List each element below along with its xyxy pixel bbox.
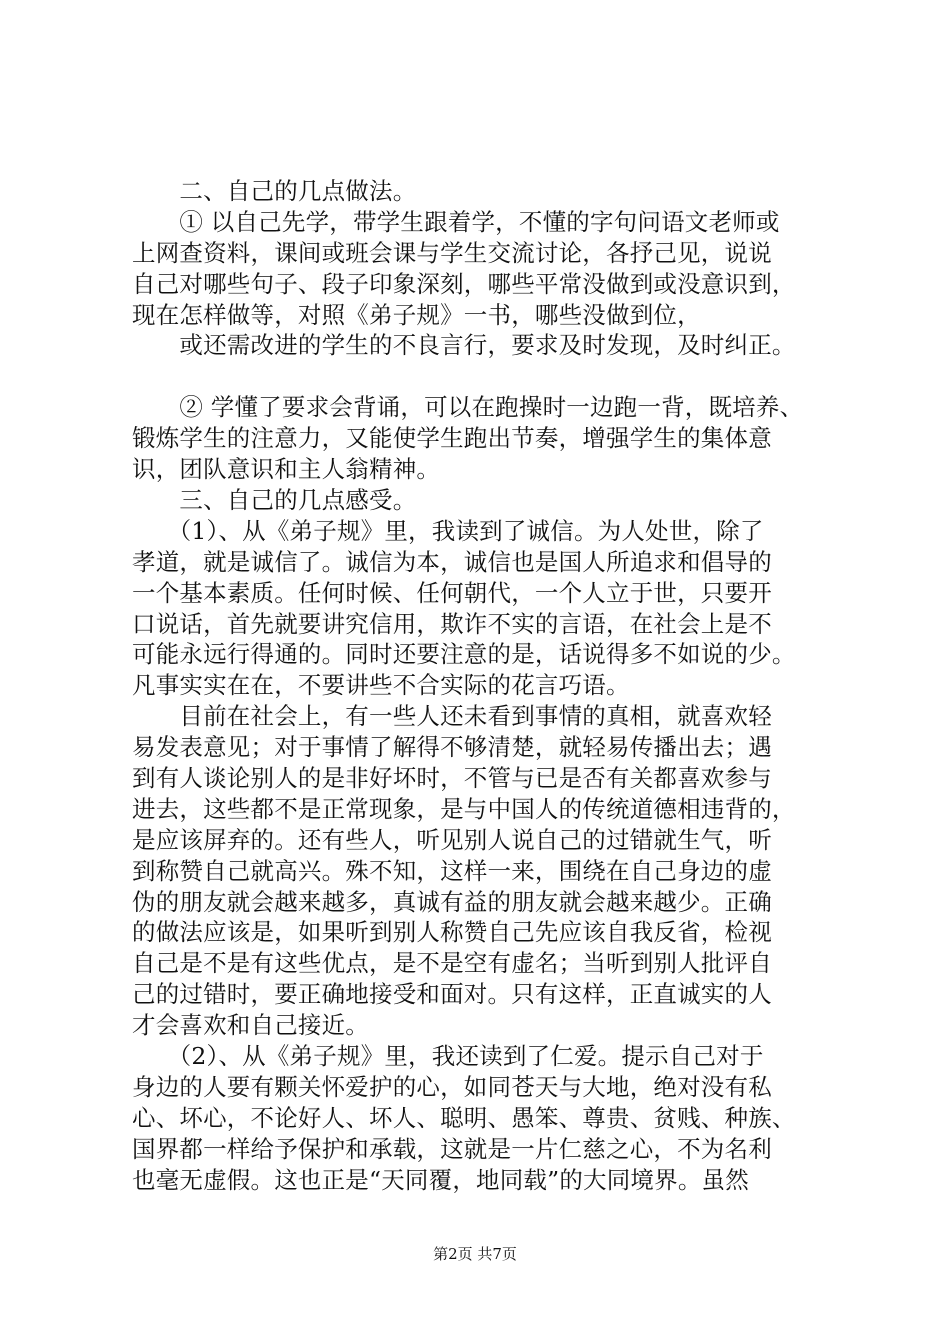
text-line: （1）、从《弟子规》里，我读到了诚信。为人处世，除了 xyxy=(132,516,764,545)
text-line: ① 以自己先学，带学生跟着学，不懂的字句问语文老师或 xyxy=(132,207,780,236)
text-line: 易发表意见；对于事情了解得不够清楚，就轻易传播出去；遇 xyxy=(132,733,772,762)
text-line: 二、自己的几点做法。 xyxy=(132,177,417,205)
text-line: 或还需改进的学生的不良言行，要求及时发现，及时纠正。 xyxy=(132,331,796,360)
text-line: 身边的人要有颗关怀爱护的心，如同苍天与大地，绝对没有私 xyxy=(132,1072,772,1101)
page-footer: 第2页 共7页 xyxy=(433,1245,517,1263)
text-line: 口说话，首先就要讲究信用，欺诈不实的言语，在社会上是不 xyxy=(132,609,772,638)
text-line: 可能永远行得通的。同时还要注意的是，话说得多不如说的少。 xyxy=(132,640,796,669)
text-line: 上网查资料，课间或班会课与学生交流讨论，各抒己见，说说 xyxy=(132,238,772,267)
text-line: 到有人谈论别人的是非好坏时，不管与已是否有关都喜欢参与 xyxy=(132,764,772,793)
text-line: 也毫无虚假。这也正是“天同覆，地同载”的大同境界。虽然 xyxy=(132,1165,749,1194)
text-line: 才会喜欢和自己接近。 xyxy=(132,1011,369,1040)
text-line: 目前在社会上，有一些人还未看到事情的真相，就喜欢轻 xyxy=(132,702,772,731)
text-line: 心、坏心，不论好人、坏人、聪明、愚笨、尊贵、贫贱、种族、 xyxy=(132,1103,796,1132)
text-line: 一个基本素质。任何时候、任何朝代，一个人立于世，只要开 xyxy=(132,578,772,607)
text-line: 伪的朋友就会越来越多，真诚有益的朋友就会越来越少。正确 xyxy=(132,887,772,916)
text-line: 是应该屏弃的。还有些人，听见别人说自己的过错就生气，听 xyxy=(132,825,772,854)
text-line: 锻炼学生的注意力，又能使学生跑出节奏，增强学生的集体意 xyxy=(132,424,772,453)
body-text xyxy=(132,176,852,1196)
text-line: 进去，这些都不是正常现象，是与中国人的传统道德相违背的， xyxy=(132,794,796,823)
text-line: 的做法应该是，如果听到别人称赞自己先应该自我反省，检视 xyxy=(132,918,772,947)
text-line: 三、自己的几点感受。 xyxy=(132,486,417,515)
text-line: 凡事实实在在，不要讲些不合实际的花言巧语。 xyxy=(132,671,630,700)
text-line: 国界都一样给予保护和承载，这就是一片仁慈之心，不为名利 xyxy=(132,1134,772,1163)
text-line: 己的过错时，要正确地接受和面对。只有这样，正直诚实的人 xyxy=(132,980,772,1009)
text-line: （2）、从《弟子规》里，我还读到了仁爱。提示自己对于 xyxy=(132,1042,764,1071)
text-line: 自己对哪些句子、段子印象深刻，哪些平常没做到或没意识到， xyxy=(132,269,796,298)
text-line: 到称赞自己就高兴。殊不知，这样一来，围绕在自己身边的虚 xyxy=(132,856,772,885)
text-line: 自己是不是有这些优点，是不是空有虚名；当听到别人批评自 xyxy=(132,949,772,978)
text-line: 识，团队意识和主人翁精神。 xyxy=(132,455,441,484)
blank-line xyxy=(132,361,852,392)
text-line: ② 学懂了要求会背诵，可以在跑操时一边跑一背，既培养、 xyxy=(132,393,804,422)
text-line: 孝道，就是诚信了。诚信为本，诚信也是国人所追求和倡导的 xyxy=(132,547,772,576)
text-line: 现在怎样做等，对照《弟子规》一书，哪些没做到位， xyxy=(132,300,701,329)
